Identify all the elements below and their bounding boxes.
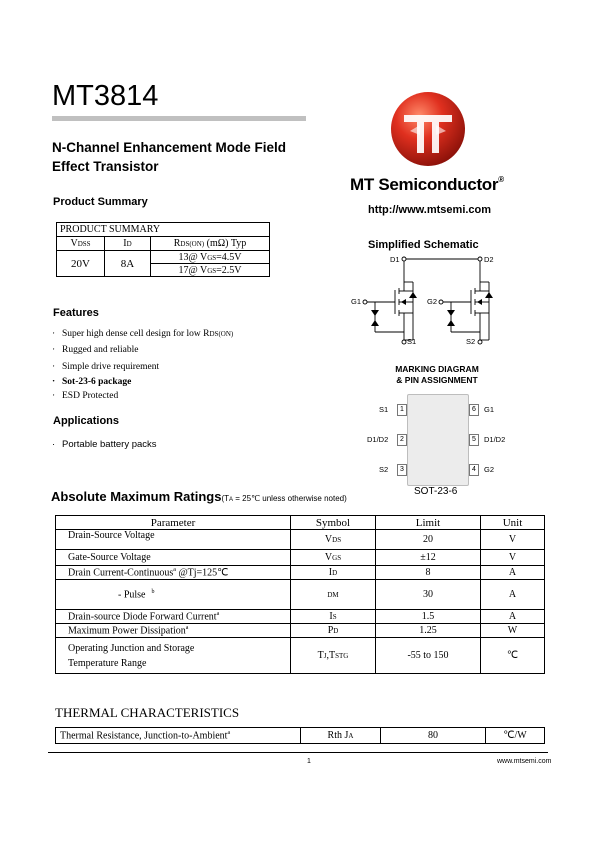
footer-rule (48, 752, 548, 753)
param-cell: Drain-Source Voltage (56, 530, 291, 550)
limit-cell: 1.5 (376, 610, 481, 624)
unit-cell: A (481, 580, 545, 610)
ps-rds1: 13@ VGS=4.5V (151, 251, 270, 264)
param-cell: Thermal Resistance, Junction-to-Ambient$^a$ (56, 728, 301, 744)
abs-max-table (55, 515, 545, 674)
symbol-cell: PD (291, 624, 376, 638)
pin-2: 2 (397, 434, 407, 446)
param-cell: Drain-source Diode Forward Current$^a$ (56, 610, 291, 624)
limit-cell: 30 (376, 580, 481, 610)
limit-cell: 1.25 (376, 624, 481, 638)
feature-item: · ESD Protected (52, 391, 119, 401)
features-heading: Features (53, 307, 99, 319)
feature-item: · Sot-23-6 package (52, 377, 132, 387)
marking-title-line2: & PIN ASSIGNMENT (396, 375, 478, 385)
schematic-label-d1: D1 (390, 255, 400, 264)
schematic-label-g2: G2 (427, 297, 438, 306)
schematic-label-g1: G1 (351, 297, 362, 306)
table-row (56, 638, 545, 674)
feature-item: · Simple drive requirement (52, 362, 160, 372)
symbol-cell: ID (291, 566, 376, 580)
thermal-heading: THERMAL CHARACTERISTICS (55, 705, 240, 720)
page-number: 1 (307, 758, 311, 765)
pin-1: 1 (397, 404, 407, 416)
table-row (56, 550, 545, 566)
product-summary-heading: Product Summary (53, 196, 148, 208)
brand-name (350, 175, 504, 195)
footer-url[interactable]: www.mtsemi.com (497, 758, 552, 765)
abs-max-title: Absolute Maximum Ratings (51, 489, 222, 504)
symbol-cell: VDS (291, 530, 376, 550)
ps-col-vdss: VDSS (57, 237, 105, 251)
unit-cell: A (481, 566, 545, 580)
ps-col-rds: RDS(ON) (mΩ) Typ (151, 237, 270, 251)
table-row (56, 530, 545, 550)
param-cell: Gate-Source Voltage (56, 550, 291, 566)
logo-sphere-icon (390, 91, 466, 167)
title-rule (52, 116, 306, 121)
ps-table-title: PRODUCT SUMMARY (57, 223, 270, 237)
schematic-title: Simplified Schematic (368, 239, 479, 251)
table-row (56, 624, 545, 638)
table-header-row (56, 516, 545, 530)
schematic-label-d2: D2 (484, 255, 494, 264)
param-cell: Drain Current-Continuous$^a$ @Tj=125℃ (56, 566, 291, 580)
product-title-line1: N-Channel Enhancement Mode Field (52, 140, 287, 155)
limit-cell: 8 (376, 566, 481, 580)
symbol-cell: Rth JA (301, 728, 381, 744)
symbol-cell: VGS (291, 550, 376, 566)
pin-6: 6 (469, 404, 479, 416)
unit-cell: V (481, 550, 545, 566)
ps-id-value: 8A (105, 251, 151, 277)
limit-cell: -55 to 150 (376, 638, 481, 674)
feature-item: · Rugged and reliable (52, 345, 139, 355)
product-title (52, 138, 286, 176)
part-number: MT3814 (52, 80, 159, 112)
pin-label-s2: S2 (379, 465, 389, 474)
table-row (56, 566, 545, 580)
abs-max-heading (51, 488, 347, 506)
ps-rds2: 17@ VGS=2.5V (151, 264, 270, 277)
package-body (407, 394, 469, 486)
header-symbol: Symbol (291, 516, 376, 530)
schematic-label-s2: S2 (466, 337, 476, 346)
schematic-label-s1: S1 (407, 337, 417, 346)
schematic-diagram (345, 252, 505, 352)
pin-5: 5 (469, 434, 479, 446)
registered-mark: ® (498, 175, 504, 184)
param-cell: Operating Junction and Storage Temperature Range (56, 638, 291, 674)
thermal-table (55, 727, 545, 744)
brand-text: MT Semiconductor (350, 175, 499, 194)
unit-cell: A (481, 610, 545, 624)
company-url[interactable]: http://www.mtsemi.com (368, 204, 492, 216)
header-unit: Unit (481, 516, 545, 530)
value-cell: 80 (381, 728, 486, 744)
product-summary-table (56, 222, 270, 277)
symbol-cell: IS (291, 610, 376, 624)
unit-cell: W (481, 624, 545, 638)
unit-cell: ℃/W (486, 728, 545, 744)
limit-cell: 20 (376, 530, 481, 550)
pin-3: 3 (397, 464, 407, 476)
unit-cell: V (481, 530, 545, 550)
marking-title (392, 364, 482, 386)
application-item: · Portable battery packs (52, 439, 157, 450)
pin-label-d1d2-left: D1/D2 (367, 435, 389, 444)
product-title-line2: Effect Transistor (52, 159, 159, 174)
company-logo (390, 91, 466, 167)
package-name: SOT-23-6 (414, 486, 458, 497)
table-row (56, 728, 545, 744)
limit-cell: ±12 (376, 550, 481, 566)
symbol-cell: TJ,TSTG (291, 638, 376, 674)
param-cell: Maximum Power Dissipation$^a$ (56, 624, 291, 638)
table-row (56, 580, 545, 610)
pin-label-g2: G2 (484, 465, 495, 474)
applications-heading: Applications (53, 415, 120, 427)
pin-4: 4 (469, 464, 479, 476)
param-cell: - Pulse $^b$ (56, 580, 291, 610)
header-parameter: Parameter (56, 516, 291, 530)
header-limit: Limit (376, 516, 481, 530)
marking-title-line1: MARKING DIAGRAM (395, 364, 479, 374)
pin-label-d1d2-right: D1/D2 (484, 435, 506, 444)
symbol-cell: DM (291, 580, 376, 610)
abs-max-note: (TA = 25℃ unless otherwise noted) (221, 494, 347, 503)
ps-vdss-value: 20V (57, 251, 105, 277)
unit-cell: ℃ (481, 638, 545, 674)
pin-label-s1: S1 (379, 405, 389, 414)
pin-label-g1: G1 (484, 405, 495, 414)
feature-item: · Super high dense cell design for low RDS(ON) (52, 329, 234, 339)
ps-col-id: ID (105, 237, 151, 251)
table-row (56, 610, 545, 624)
dual-mosfet-schematic-icon (345, 252, 505, 352)
